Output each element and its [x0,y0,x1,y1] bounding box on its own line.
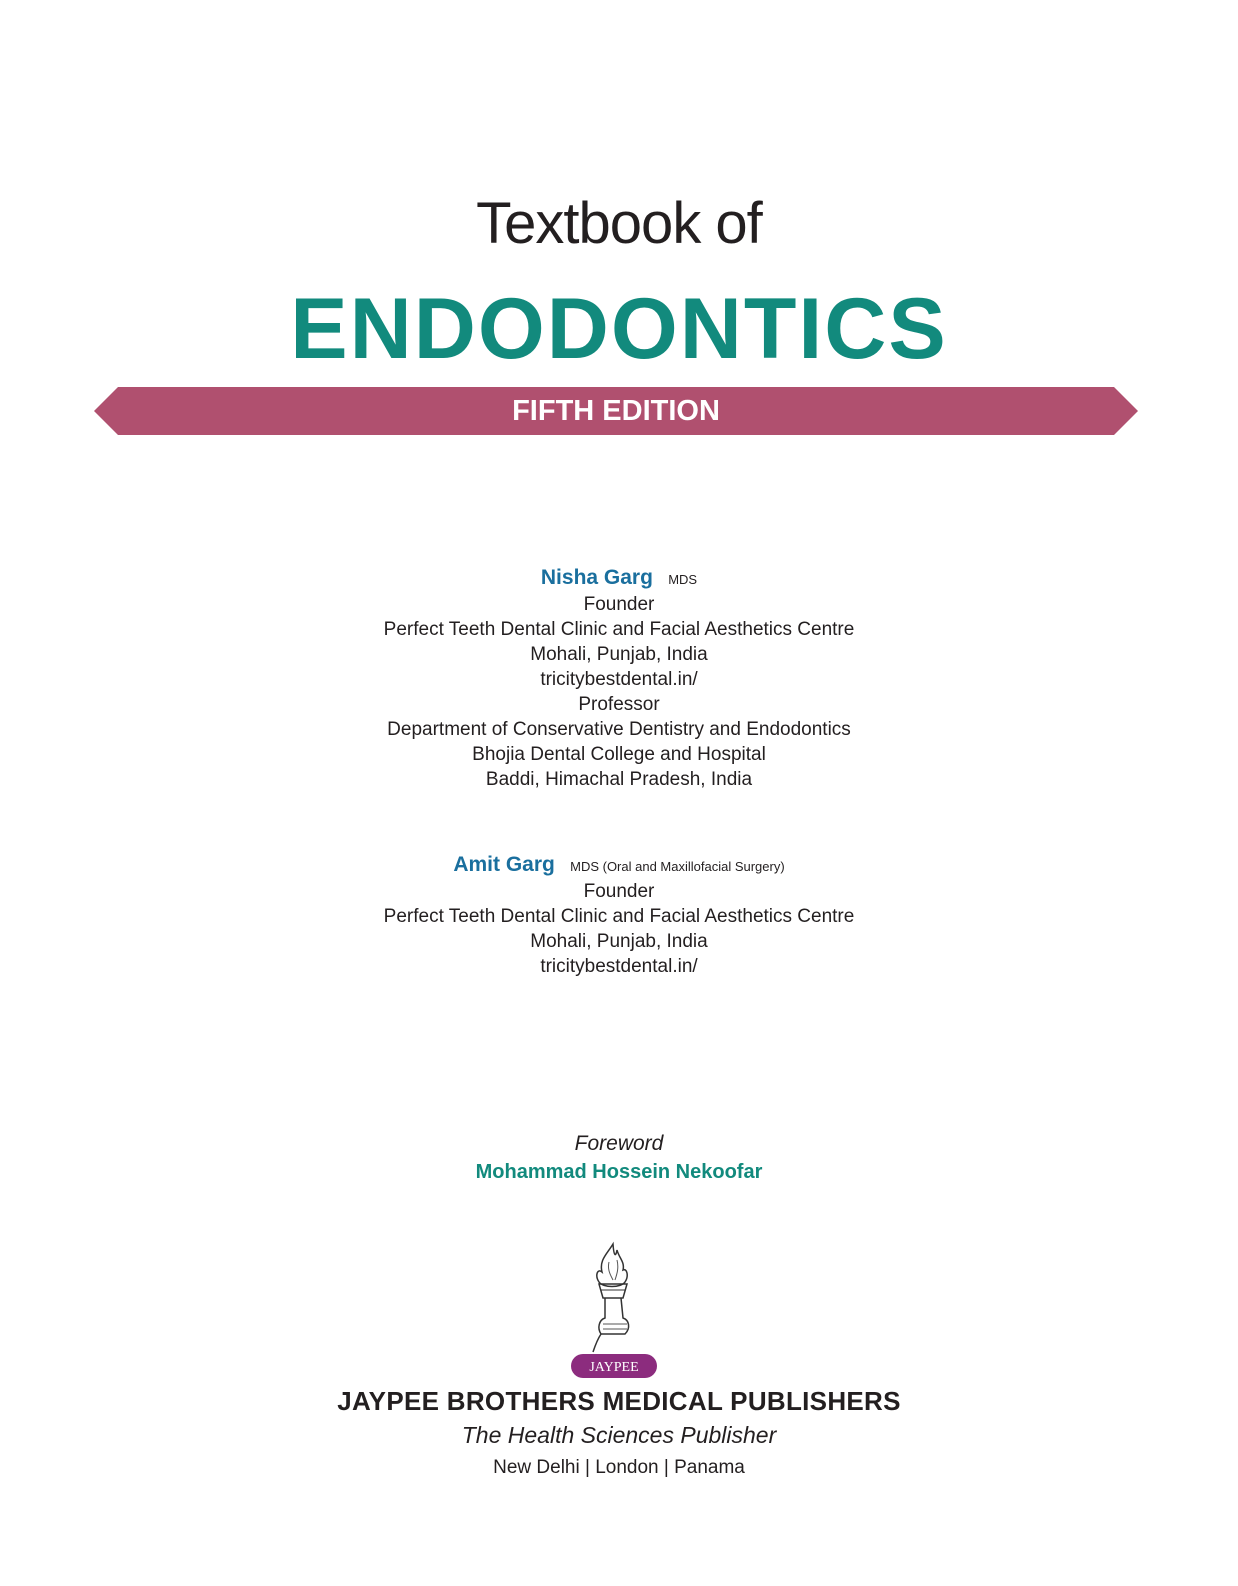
author-1-degree: MDS [668,572,698,587]
author-2-line: Perfect Teeth Dental Clinic and Facial Aesthetics Centre [383,906,855,927]
author-2-line: tricitybestdental.in/ [540,956,698,977]
foreword-author: Mohammad Hossein Nekoofar [475,1161,763,1183]
edition-label: FIFTH EDITION [512,395,720,427]
publisher-tagline: The Health Sciences Publisher [461,1422,777,1448]
author-2-degree: MDS (Oral and Maxillofacial Surgery) [570,859,785,874]
author-1-line: Professor [578,694,660,715]
author-2-block [0,852,1238,979]
author-1-line: Founder [583,594,655,615]
publisher-logo [569,1240,659,1380]
author-2-heading [0,852,1238,879]
author-1-line: Mohali, Punjab, India [530,644,708,665]
publisher-name: JAYPEE BROTHERS MEDICAL PUBLISHERS [337,1386,901,1416]
author-2-line: Founder [583,881,655,902]
author-1-line: Baddi, Himachal Pradesh, India [485,769,753,790]
author-2-line: Mohali, Punjab, India [530,931,708,952]
torch-hand-icon [569,1240,659,1380]
title-line-1: Textbook of [476,191,762,256]
author-1-line: Perfect Teeth Dental Clinic and Facial Aesthetics Centre [383,619,855,640]
author-2-name: Amit Garg [453,853,555,876]
edition-banner [94,387,1138,435]
author-1-line: Bhojia Dental College and Hospital [472,744,766,765]
author-1-line: Department of Conservative Dentistry and Endodontics [387,719,851,740]
publisher-cities: New Delhi | London | Panama [493,1457,745,1478]
author-1-block [0,565,1238,792]
book-title: ENDODONTICS [290,281,948,377]
foreword-label: Foreword [574,1132,664,1155]
author-1-line: tricitybestdental.in/ [540,669,698,690]
author-1-name: Nisha Garg [540,566,653,589]
author-1-heading [0,565,1238,592]
logo-badge-text: JAYPEE [589,1360,639,1375]
